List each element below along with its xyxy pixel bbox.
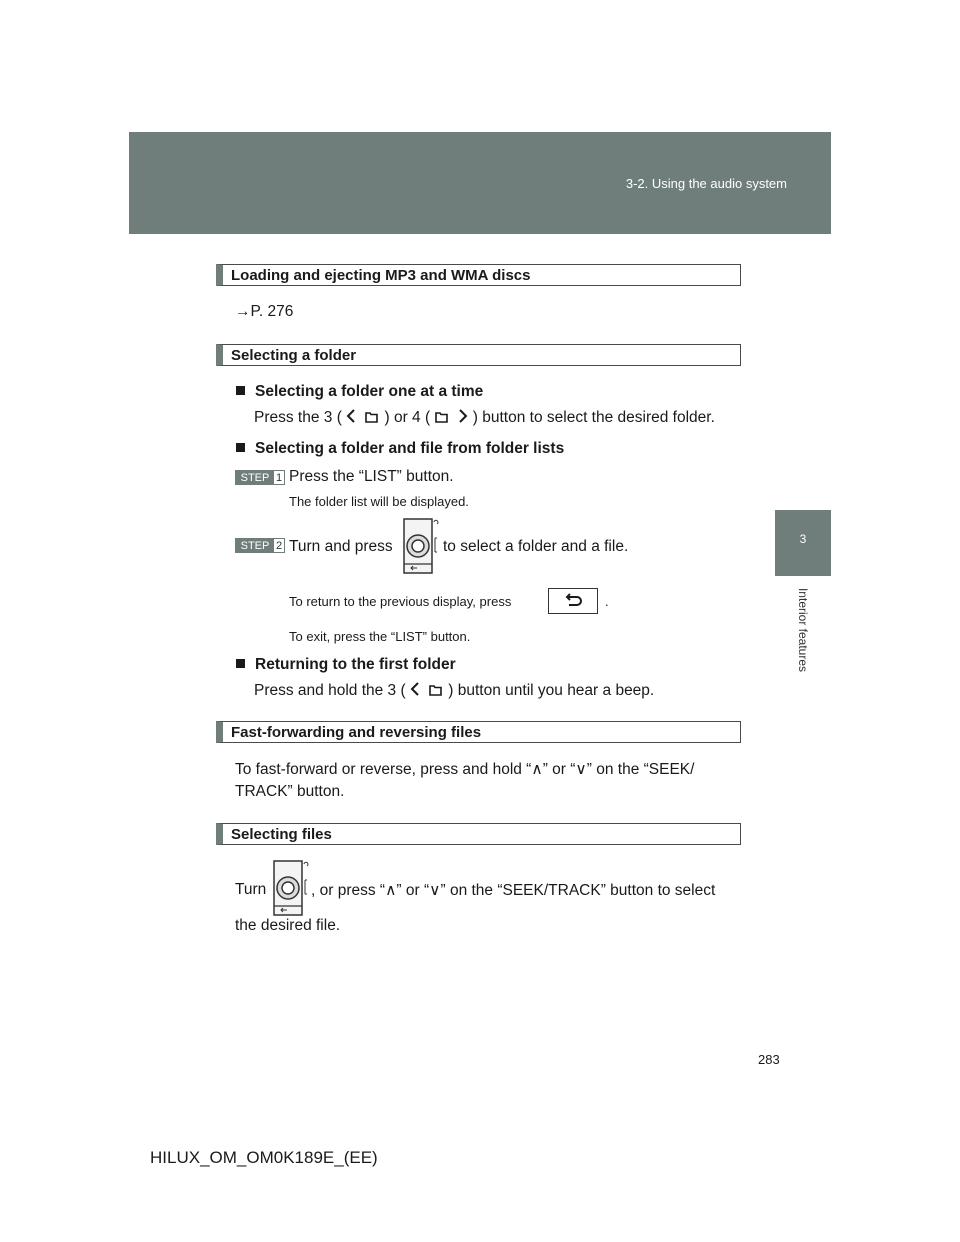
section-heading-files (216, 823, 741, 845)
step1-text: Press the “LIST” button. (289, 468, 454, 485)
bullet-square-icon (236, 443, 245, 452)
subheading-first-folder: Returning to the first folder (236, 656, 456, 674)
bullet-square-icon (236, 659, 245, 668)
step2-note-return: To return to the previous display, press (289, 594, 512, 609)
step2-pre: Turn and press (289, 538, 393, 555)
tune-select-knob-icon (273, 860, 309, 916)
instruction-one-at-time: Press the 3 ( ) or 4 ( ) button to select the desired folder. (254, 409, 715, 426)
section-title: Selecting a folder (231, 347, 357, 364)
bullet-square-icon (236, 386, 245, 395)
files-post: , or press “∧” or “∨” on the “SEEK/TRACK” button to select (311, 882, 716, 899)
step2-note-exit: To exit, press the “LIST” button. (289, 629, 471, 644)
tune-select-knob-icon (403, 518, 439, 574)
step-badge-1: STEP 1 (235, 470, 285, 485)
header-band (129, 132, 831, 234)
page-reference: →P. 276 (235, 303, 294, 320)
chapter-label: Interior features (796, 587, 810, 673)
files-pre: Turn (235, 881, 267, 898)
instruction-first-folder: Press and hold the 3 ( ) button until you hear a beep. (254, 682, 655, 699)
folder-chevron-right-icon (434, 408, 468, 424)
subheading-one-at-time: Selecting a folder one at a time (236, 383, 483, 401)
section-heading-loading (216, 264, 741, 286)
step1-note: The folder list will be displayed. (289, 494, 469, 509)
chevron-left-folder-icon (410, 681, 444, 697)
page-number: 283 (758, 1052, 780, 1067)
section-title: Fast-forwarding and reversing files (231, 724, 482, 741)
header-section-title: 3-2. Using the audio system (625, 176, 787, 191)
fast-line-2: TRACK” button. (235, 783, 345, 800)
document-footer-code: HILUX_OM_OM0K189E_(EE) (150, 1148, 378, 1167)
back-button (548, 588, 598, 614)
section-heading-fast (216, 721, 741, 743)
subheading-from-lists: Selecting a folder and file from folder lists (236, 440, 564, 458)
chevron-left-folder-icon (346, 408, 380, 424)
section-title: Selecting files (231, 826, 332, 843)
chapter-number: 3 (799, 532, 807, 546)
section-heading-folder (216, 344, 741, 366)
files-line-2: the desired file. (235, 917, 341, 934)
return-arrow-icon (549, 589, 597, 613)
chapter-tab (775, 510, 831, 576)
section-title: Loading and ejecting MP3 and WMA discs (231, 267, 531, 284)
step-badge-2: STEP 2 (235, 538, 285, 553)
step2-post: to select a folder and a file. (443, 538, 629, 555)
step2-note-return-end: . (605, 594, 609, 609)
fast-line-1: To fast-forward or reverse, press and hold “∧” or “∨” on the “SEEK/ (235, 761, 695, 778)
